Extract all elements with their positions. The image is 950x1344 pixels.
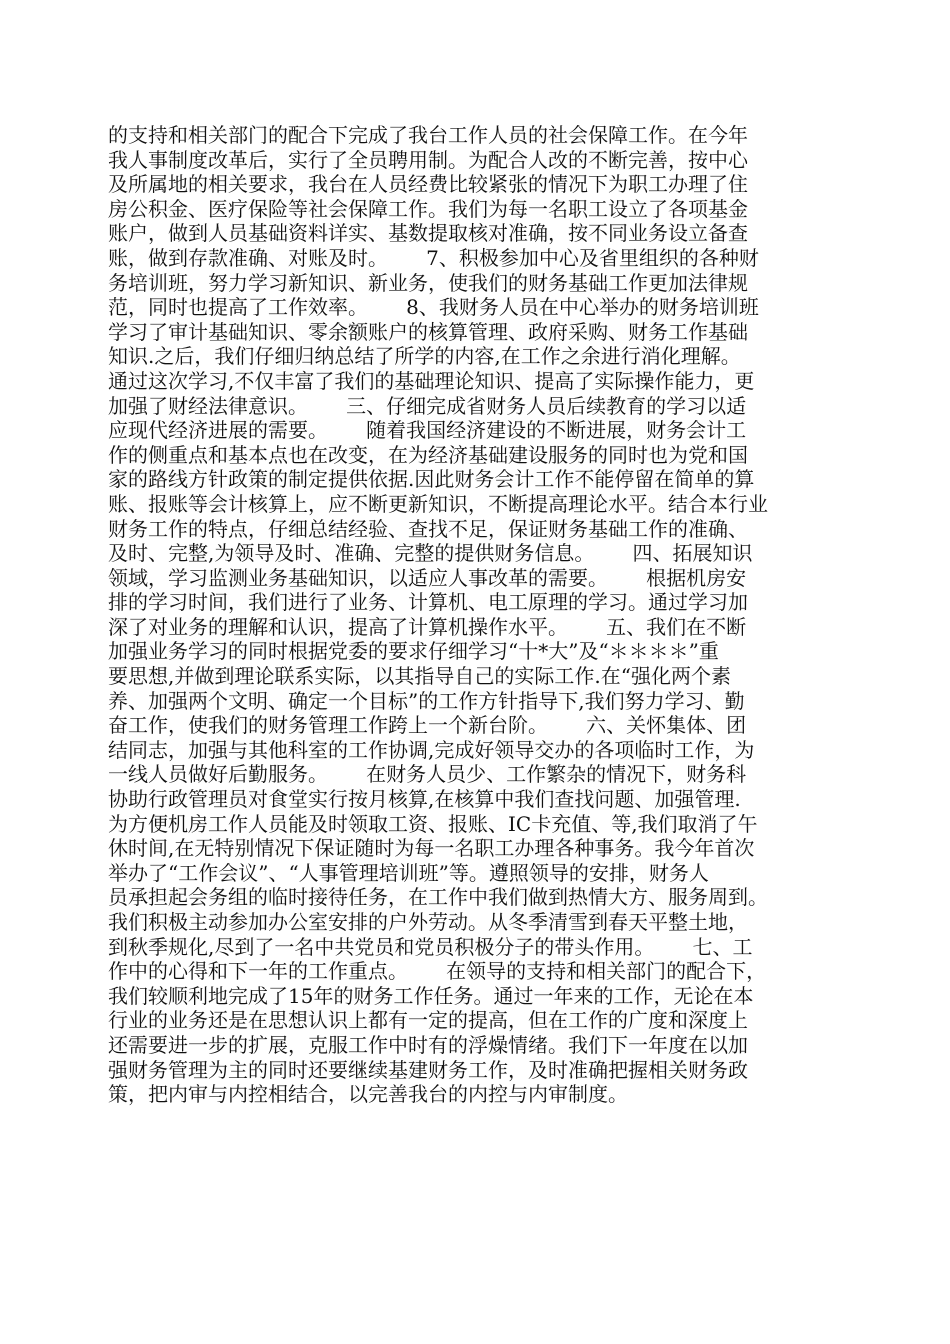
text-line: 协助行政管理员对食堂实行按月核算,在核算中我们查找问题、加强管理. <box>108 787 741 812</box>
text-line: 作中的心得和下一年的工作重点。 在领导的支持和相关部门的配合下， <box>108 959 767 984</box>
text-line: 我们较顺利地完成了15年的财务工作任务。通过一年来的工作，无论在本 <box>108 983 754 1008</box>
text-line: 领域，学习监测业务基础知识，以适应人事改革的需要。 根据机房安 <box>108 565 747 590</box>
text-line: 我们积极主动参加办公室安排的户外劳动。从冬季清雪到春天平整土地， <box>108 910 748 934</box>
text-line: 举办了“工作会议”、“人事管理培训班”等。遵照领导的安排，财务人 <box>108 860 709 885</box>
text-line: 排的学习时间，我们进行了业务、计算机、电工原理的学习。通过学习加 <box>108 590 748 615</box>
text-line: 账、报账等会计核算上，应不断更新知识，不断提高理论水平。结合本行业 <box>108 491 768 516</box>
text-line: 的支持和相关部门的配合下完成了我台工作人员的社会保障工作。在今年 <box>108 123 748 147</box>
text-line: 养、加强两个文明、确定一个目标”的工作方针指导下,我们努力学习、勤 <box>108 688 745 713</box>
text-line: 及所属地的相关要求，我台在人员经费比较紧张的情况下为职工办理了住 <box>108 172 748 197</box>
text-line: 休时间,在无特别情况下保证随时为每一名职工办理各种事务。我今年首次 <box>108 836 755 861</box>
text-line: 奋工作，使我们的财务管理工作跨上一个新台阶。 六、关怀集体、团 <box>108 713 747 738</box>
text-line: 家的路线方针政策的制定提供依据.因此财务会计工作不能停留在简单的算 <box>108 467 755 492</box>
text-line: 账，做到存款准确、对账及时。 7、积极参加中心及省里组织的各种财 <box>108 245 759 270</box>
text-line: 为方便机房工作人员能及时领取工资、报账、IC卡充值、等,我们取消了午 <box>108 811 758 836</box>
text-line: 务培训班，努力学习新知识、新业务，使我们的财务基础工作更加法律规 <box>108 270 748 295</box>
text-line: 应现代经济进展的需要。 随着我国经济建设的不断进展，财务会计工 <box>108 418 747 443</box>
text-line: 作的侧重点和基本点也在改变，在为经济基础建设服务的同时也为党和国 <box>108 442 748 467</box>
text-line: 到秋季规化,尽到了一名中共党员和党员积极分子的带头作用。 七、工 <box>108 934 753 959</box>
text-line: 范，同时也提高了工作效率。 8、我财务人员在中心举办的财务培训班 <box>108 295 759 320</box>
text-line: 我人事制度改革后，实行了全员聘用制。为配合人改的不断完善，按中心 <box>108 147 748 172</box>
body-text <box>108 123 844 1107</box>
text-line: 加强了财经法律意识。 三、仔细完成省财务人员后续教育的学习以适 <box>108 393 747 418</box>
text-line: 加强业务学习的同时根据党委的要求仔细学习“十*大”及“＊＊＊＊”重 <box>108 639 719 664</box>
text-line: 及时、完整,为领导及时、准确、完整的提供财务信息。 四、拓展知识 <box>108 541 753 566</box>
text-line: 一线人员做好后勤服务。 在财务人员少、工作繁杂的情况下，财务科 <box>108 762 747 787</box>
text-line: 学习了审计基础知识、零余额账户的核算管理、政府采购、财务工作基础 <box>108 319 748 344</box>
text-line: 结同志，加强与其他科室的工作协调,完成好领导交办的各项临时工作，为 <box>108 737 755 762</box>
text-line: 行业的业务还是在思想认识上都有一定的提高，但在工作的广度和深度上 <box>108 1008 748 1033</box>
text-line: 员承担起会务组的临时接待任务，在工作中我们做到热情大方、服务周到。 <box>108 885 768 910</box>
text-line: 策，把内审与内控相结合，以完善我台的内控与内审制度。 <box>108 1082 628 1107</box>
text-line: 账户，做到人员基础资料详实、基数提取核对准确，按不同业务设立备查 <box>108 221 748 246</box>
text-line: 知识.之后，我们仔细归纳总结了所学的内容,在工作之余进行消化理解。 <box>108 344 741 369</box>
text-line: 要思想,并做到理论联系实际，以其指导自己的实际工作.在“强化两个素 <box>108 664 731 689</box>
text-line: 深了对业务的理解和认识，提高了计算机操作水平。 五、我们在不断 <box>108 614 747 639</box>
text-line: 通过这次学习,不仅丰富了我们的基础理论知识、提高了实际操作能力，更 <box>108 368 755 393</box>
text-line: 房公积金、医疗保险等社会保障工作。我们为每一名职工设立了各项基金 <box>108 196 748 221</box>
text-line: 强财务管理为主的同时还要继续基建财务工作，及时准确把握相关财务政 <box>108 1057 748 1082</box>
text-line: 还需要进一步的扩展，克服工作中时有的浮燥情绪。我们下一年度在以加 <box>108 1032 748 1057</box>
text-line: 财务工作的特点，仔细总结经验、查找不足，保证财务基础工作的准确、 <box>108 516 748 541</box>
